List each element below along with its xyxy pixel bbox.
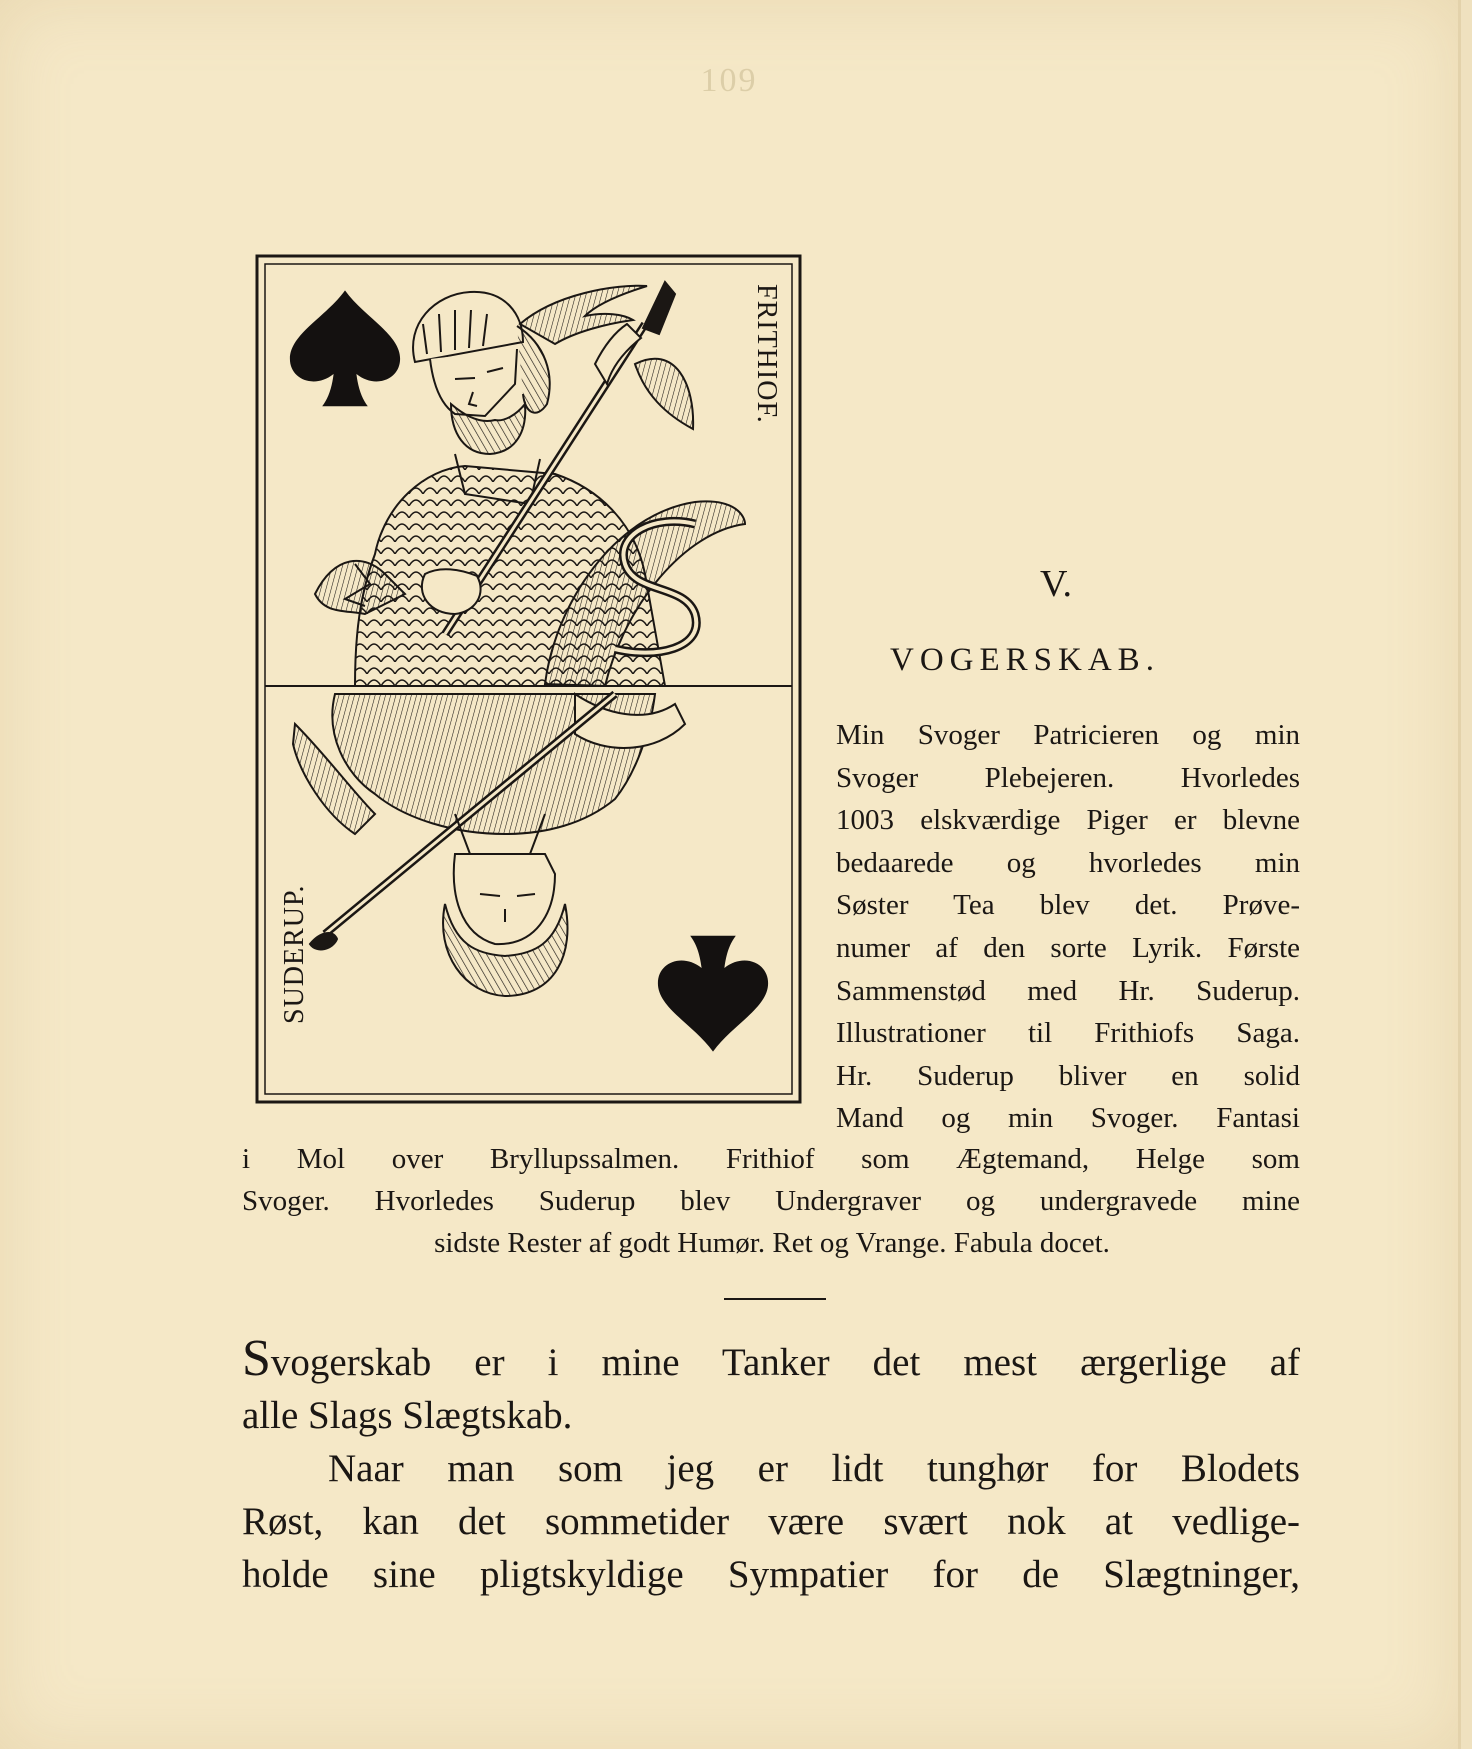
summary-line: sidste Rester af godt Humør. Ret og Vrange. Fabula docet. <box>434 1227 1110 1259</box>
body-text <box>242 1330 1300 1601</box>
summary-line: Hr. Suderup bliver en solid <box>836 1059 1300 1092</box>
chapter-summary-full <box>242 1138 1300 1264</box>
chapter-title: VOGERSKAB. <box>890 642 1160 678</box>
summary-line: Søster Tea blev det. Prøve- <box>836 889 1300 922</box>
page-number-bleedthrough: 109 <box>700 62 758 99</box>
summary-line: 1003 elskværdige Piger er blevne <box>836 804 1300 837</box>
card-label-bottom: SUDERUP. <box>279 884 310 1024</box>
dropcap-letter: S <box>242 1330 271 1387</box>
body-line: holde sine pligtskyldige Sympatier for de Slægtninger, <box>242 1553 1300 1596</box>
body-line-text: vogerskab er i mine Tanker det mest ærgerlige af <box>270 1341 1300 1384</box>
body-line: alle Slags Slægtskab. <box>242 1394 573 1437</box>
chapter-number: V. <box>1040 563 1073 605</box>
body-line: Røst, kan det sommetider være svært nok at vedlige- <box>242 1500 1300 1543</box>
summary-line: numer af den sorte Lyrik. Første <box>836 931 1300 964</box>
summary-line: Illustrationer til Frithiofs Saga. <box>836 1017 1300 1050</box>
chapter-summary-side <box>836 714 1300 1140</box>
summary-line: i Mol over Bryllupssalmen. Frithiof som Ægtemand, Helge som <box>242 1143 1300 1175</box>
playing-card-illustration <box>255 254 802 1104</box>
body-line <box>242 1330 1300 1389</box>
section-divider <box>724 1298 826 1300</box>
summary-line: Min Svoger Patricieren og min <box>836 719 1300 751</box>
summary-line: Svoger. Hvorledes Suderup blev Undergraver og undergravede mine <box>242 1185 1300 1217</box>
card-label-top: FRITHIOF. <box>751 284 782 424</box>
spade-suit-icon-bottom <box>658 936 768 1052</box>
summary-line: Mand og min Svoger. Fantasi <box>836 1102 1300 1135</box>
summary-line: bedaarede og hvorledes min <box>836 846 1300 879</box>
summary-line: Sammenstød med Hr. Suderup. <box>836 974 1300 1007</box>
spade-suit-icon-top <box>290 290 400 406</box>
body-line: Naar man som jeg er lidt tunghør for Blodets <box>328 1447 1300 1490</box>
suderup-figure <box>293 694 685 996</box>
summary-line: Svoger Plebejeren. Hvorledes <box>836 761 1300 794</box>
